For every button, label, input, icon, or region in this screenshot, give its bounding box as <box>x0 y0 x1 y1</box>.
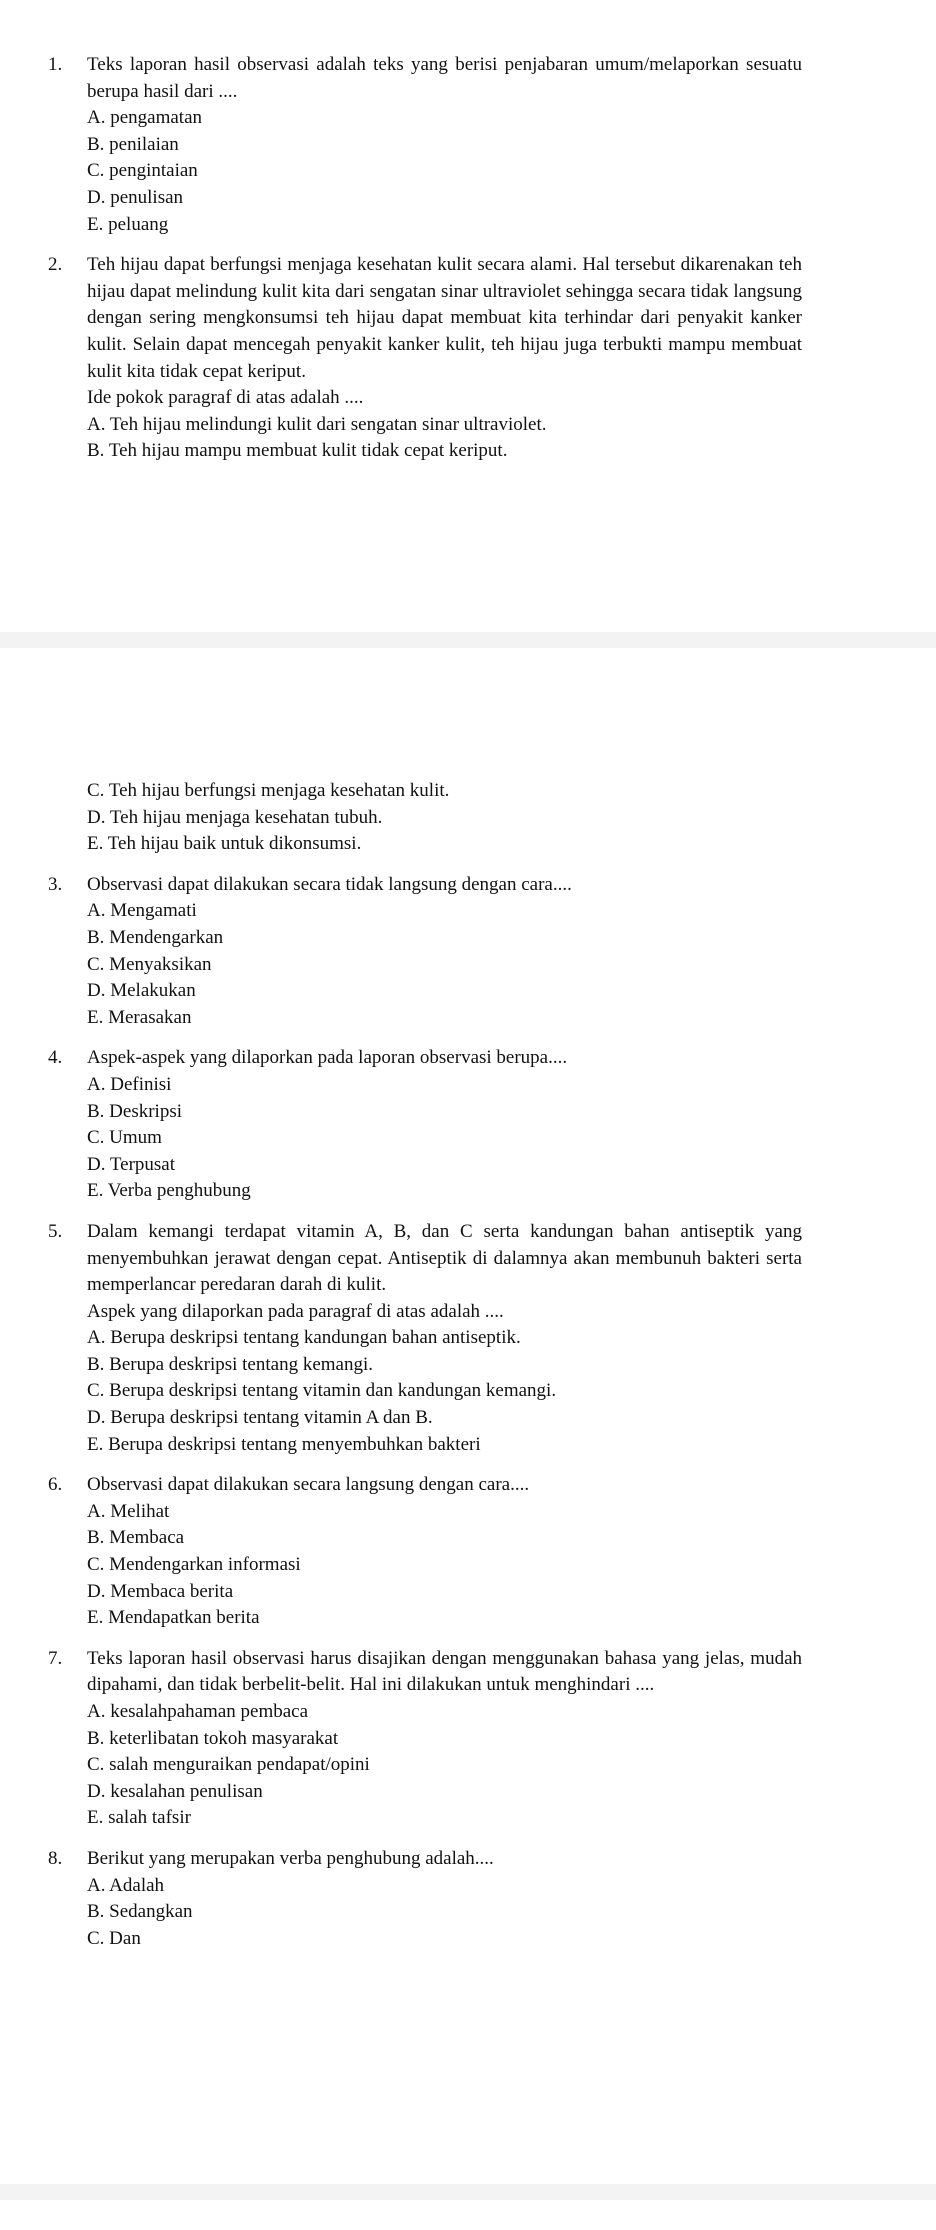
option-a: A. Teh hijau melindungi kulit dari sengatan sinar ultraviolet. <box>87 413 547 435</box>
question-4 <box>48 1045 802 1205</box>
question-number: 5. <box>48 1220 63 1242</box>
option-b: B. Membaca <box>87 1527 185 1549</box>
option-c: C. pengintaian <box>87 160 198 182</box>
option-e: E. salah tafsir <box>87 1807 191 1829</box>
question-8 <box>48 1846 802 1952</box>
option-c: C. Teh hijau berfungsi menjaga kesehatan kulit. <box>87 780 450 801</box>
question-text: Berikut yang merupakan verba penghubung adalah.... <box>87 1847 494 1869</box>
option-e: E. Verba penghubung <box>87 1180 251 1202</box>
question-text: Teks laporan hasil observasi adalah teks yang berisi penjabaran umum/melaporkan sesuatu berupa hasil dari .... <box>87 54 802 102</box>
question-1 <box>48 52 802 238</box>
option-a: A. Melihat <box>87 1500 170 1522</box>
option-b: B. keterlibatan tokoh masyarakat <box>87 1727 339 1749</box>
option-b: B. Deskripsi <box>87 1100 182 1122</box>
question-2 <box>48 252 802 465</box>
question-text: Dalam kemangi terdapat vitamin A, B, dan C serta kandungan bahan antiseptik yang menyembuhkan jerawat dengan cepat. Antiseptik di dalamnya akan membunuh bakteri serta memperlancar peredaran darah di kulit. <box>87 1220 802 1296</box>
option-e: E. Berupa deskripsi tentang menyembuhkan bakteri <box>87 1433 481 1455</box>
option-d: D. kesalahan penulisan <box>87 1780 263 1802</box>
page-1-content <box>48 52 802 479</box>
option-a: A. kesalahpahaman pembaca <box>87 1701 309 1722</box>
option-b: B. Teh hijau mampu membuat kulit tidak cepat keriput. <box>87 440 508 462</box>
question-number: 2. <box>48 254 63 276</box>
question-number: 6. <box>48 1474 63 1496</box>
option-c: C. Dan <box>87 1927 141 1949</box>
option-e: E. Merasakan <box>87 1006 192 1028</box>
question-text: Observasi dapat dilakukan secara tidak langsung dengan cara.... <box>87 873 572 895</box>
option-d: D. Terpusat <box>87 1153 176 1175</box>
option-a: A. Berupa deskripsi tentang kandungan bahan antiseptik. <box>87 1327 521 1349</box>
question-number: 4. <box>48 1047 63 1069</box>
option-a: A. pengamatan <box>87 107 203 129</box>
option-c: C. Menyaksikan <box>87 953 212 975</box>
question-number: 1. <box>48 54 63 75</box>
question-text: Teks laporan hasil observasi harus disajikan dengan menggunakan bahasa yang jelas, mudah dipahami, dan tidak berbelit-belit. Hal ini dilakukan untuk menghindari .... <box>87 1647 802 1696</box>
question-3 <box>48 872 802 1032</box>
question-5 <box>48 1219 802 1458</box>
option-c: C. salah menguraikan pendapat/opini <box>87 1754 370 1776</box>
option-d: D. Membaca berita <box>87 1580 234 1602</box>
option-d: D. Berupa deskripsi tentang vitamin A dan B. <box>87 1407 433 1429</box>
page-2-content <box>48 778 802 1966</box>
question-text: Observasi dapat dilakukan secara langsung dengan cara.... <box>87 1474 530 1496</box>
option-b: B. Berupa deskripsi tentang kemangi. <box>87 1353 373 1375</box>
option-e: E. Mendapatkan berita <box>87 1607 260 1629</box>
question-number: 7. <box>48 1647 63 1669</box>
option-b: B. penilaian <box>87 133 179 155</box>
page-separator <box>0 2184 936 2200</box>
option-d: D. Melakukan <box>87 980 196 1002</box>
question-number: 3. <box>48 873 63 895</box>
option-a: A. Adalah <box>87 1874 165 1896</box>
question-text: Teh hijau dapat berfungsi menjaga kesehatan kulit secara alami. Hal tersebut dikarenakan teh hijau dapat melindung kulit kita dari sengatan sinar ultraviolet sehingga secara tidak langsung dengan sering mengkonsumsi teh hijau dapat membuat kita terhindar dari penyakit kanker kulit. Selain dapat mencegah penyakit kanker kulit, teh hijau juga terbukti mampu membuat kulit kita tidak cepat keriput. <box>87 254 802 382</box>
option-b: B. Sedangkan <box>87 1901 193 1923</box>
option-c: C. Umum <box>87 1127 162 1149</box>
question-7 <box>48 1646 802 1832</box>
option-a: A. Mengamati <box>87 900 197 922</box>
question-text: Aspek-aspek yang dilaporkan pada laporan observasi berupa.... <box>87 1047 568 1069</box>
question-prompt: Aspek yang dilaporkan pada paragraf di atas adalah .... <box>87 1300 504 1322</box>
question-number: 8. <box>48 1847 63 1869</box>
option-e: E. Teh hijau baik untuk dikonsumsi. <box>87 833 362 855</box>
question-6 <box>48 1472 802 1632</box>
option-d: D. penulisan <box>87 186 184 208</box>
option-b: B. Mendengarkan <box>87 926 224 948</box>
option-d: D. Teh hijau menjaga kesehatan tubuh. <box>87 806 383 828</box>
question-prompt: Ide pokok paragraf di atas adalah .... <box>87 387 364 409</box>
option-a: A. Definisi <box>87 1073 172 1095</box>
option-c: C. Mendengarkan informasi <box>87 1554 301 1576</box>
option-e: E. peluang <box>87 213 169 235</box>
page-separator <box>0 632 936 648</box>
option-c: C. Berupa deskripsi tentang vitamin dan kandungan kemangi. <box>87 1380 557 1402</box>
question-2-continued <box>48 778 802 858</box>
